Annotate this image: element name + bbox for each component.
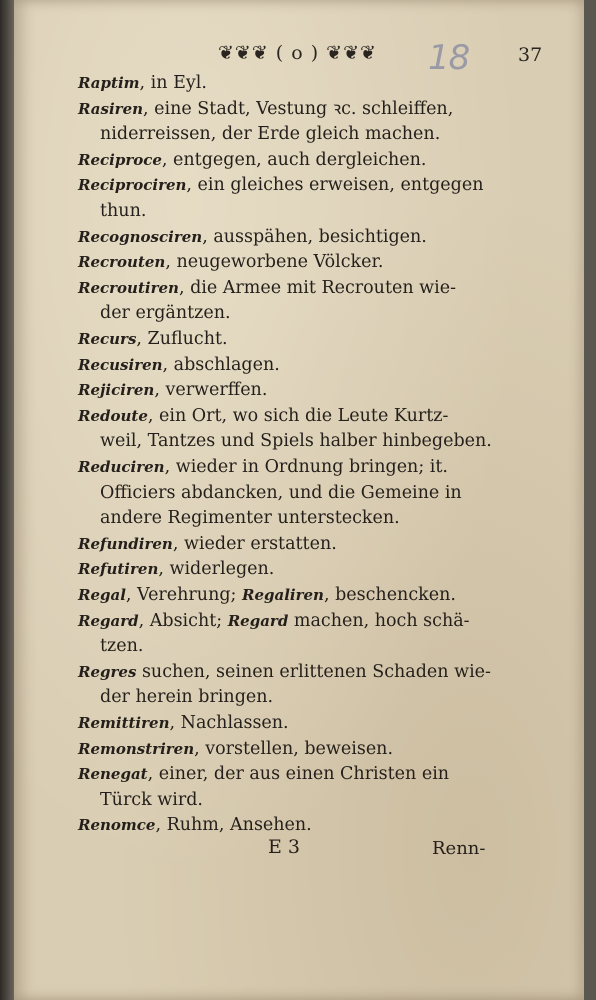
entry-definition: , ein gleiches erweisen, entgegen <box>186 175 484 196</box>
entry-definition: , ausspähen, besichtigen. <box>202 226 427 247</box>
entry-term: Remonstriren <box>78 739 195 758</box>
entry-line <box>78 174 484 196</box>
entry-definition: suchen, seinen erlittenen Schaden wie- <box>136 661 491 682</box>
entry-term: Renomce <box>78 816 156 835</box>
entry-line <box>78 354 280 376</box>
entry-definition: , vorstellen, beweisen. <box>194 738 394 759</box>
entry-term: Recrouten <box>78 253 166 272</box>
entry-line <box>78 405 448 427</box>
entry-definition: Officiers abdancken, und die Gemeine in <box>100 482 462 503</box>
entry-line <box>78 379 267 401</box>
entry-definition: der ergäntzen. <box>100 303 231 324</box>
entry-line <box>78 456 448 478</box>
entry-line <box>78 712 289 734</box>
entry-continuation-line <box>100 430 492 452</box>
entry-line <box>78 584 456 606</box>
entry-line <box>78 661 491 683</box>
header-ornament: ❦❦❦ ( o ) ❦❦❦ <box>218 42 377 64</box>
signature-mark: E 3 <box>268 836 300 858</box>
entry-definition: machen, hoch schä- <box>288 610 470 631</box>
entry-continuation-line <box>100 482 462 504</box>
entry-definition: , beschencken. <box>323 585 456 605</box>
entry-term: Refundiren <box>78 534 173 553</box>
entry-continuation-line <box>100 686 273 708</box>
entry-term: Regard <box>227 611 289 630</box>
entry-term: Recurs <box>78 330 137 348</box>
entry-line <box>78 610 470 632</box>
entry-term: Redoute <box>78 406 148 425</box>
entry-line <box>78 226 427 248</box>
entry-line <box>78 533 337 555</box>
entry-line <box>78 149 427 171</box>
entry-line <box>78 763 449 785</box>
entry-definition: , eine Stadt, Vestung ꝛc. schleiffen, <box>143 98 454 119</box>
entry-definition: niderreissen, der Erde gleich machen. <box>100 124 441 145</box>
entry-definition: , neugeworbene Völcker. <box>165 252 384 273</box>
entry-term: Renegat <box>78 765 148 784</box>
entry-definition: der herein bringen. <box>100 687 274 708</box>
entry-definition: , Ruhm, Ansehen. <box>155 815 312 836</box>
entry-definition: Türck wird. <box>100 789 203 810</box>
entry-term: Recroutiren <box>78 278 179 297</box>
entry-continuation-line <box>100 507 400 529</box>
entry-definition: , abschlagen. <box>162 354 280 375</box>
entry-line <box>78 277 456 299</box>
entry-continuation-line <box>100 123 440 145</box>
entry-term: Regard <box>78 611 139 630</box>
handwritten-annotation: 18 <box>428 38 470 78</box>
entry-term: Regaliren <box>242 586 324 604</box>
entry-definition: , in Eyl. <box>139 73 207 93</box>
entry-term: Rasiren <box>78 99 144 118</box>
entry-term: Raptim <box>78 74 140 92</box>
entry-line <box>78 738 393 760</box>
entry-definition: , entgegen, auch dergleichen. <box>161 149 427 170</box>
entry-line <box>78 558 274 580</box>
entry-term: Rejiciren <box>78 381 155 400</box>
entry-definition: , verwerffen. <box>154 380 268 401</box>
entry-definition: thun. <box>100 201 147 221</box>
entry-line <box>78 328 228 350</box>
entry-definition: tzen. <box>100 636 144 657</box>
entry-continuation-line <box>100 789 203 811</box>
entry-definition: , wieder erstatten. <box>172 533 337 554</box>
entry-definition: , Verehrung; <box>125 585 242 605</box>
entry-term: Recusiren <box>78 355 163 374</box>
entry-definition: , ein Ort, wo sich die Leute Kurtz- <box>147 405 449 426</box>
entry-term: Reciproce <box>78 150 162 169</box>
entry-term: Refutiren <box>78 560 159 579</box>
entry-definition: , Zuflucht. <box>136 329 228 349</box>
catchword: Renn- <box>432 838 486 859</box>
entry-term: Regres <box>78 662 137 681</box>
entry-term: Regal <box>78 586 126 604</box>
entry-definition: , widerlegen. <box>158 559 275 580</box>
page-number: 37 <box>518 44 543 66</box>
entry-term: Recognosciren <box>78 227 203 246</box>
entry-definition: andere Regimenter unterstecken. <box>100 508 400 529</box>
entry-continuation-line <box>100 302 231 324</box>
entry-definition: , die Armee mit Recrouten wie- <box>178 277 457 298</box>
entry-definition: , wieder in Ordnung bringen; it. <box>164 457 448 477</box>
entry-term: Remittiren <box>78 714 170 732</box>
entry-definition: , Nachlassen. <box>169 713 289 733</box>
entry-definition: , Absicht; <box>138 610 228 631</box>
entry-line <box>78 814 312 836</box>
entry-line <box>78 98 453 120</box>
entry-continuation-line <box>100 635 143 657</box>
entry-term: Reciprociren <box>78 176 187 195</box>
entry-continuation-line <box>100 200 146 222</box>
entry-line <box>78 251 384 273</box>
entry-definition: weil, Tantzes und Spiels halber hinbegeben. <box>100 431 492 452</box>
entry-line <box>78 72 207 94</box>
entry-term: Reduciren <box>78 458 165 476</box>
entry-definition: , einer, der aus einen Christen ein <box>147 764 450 785</box>
